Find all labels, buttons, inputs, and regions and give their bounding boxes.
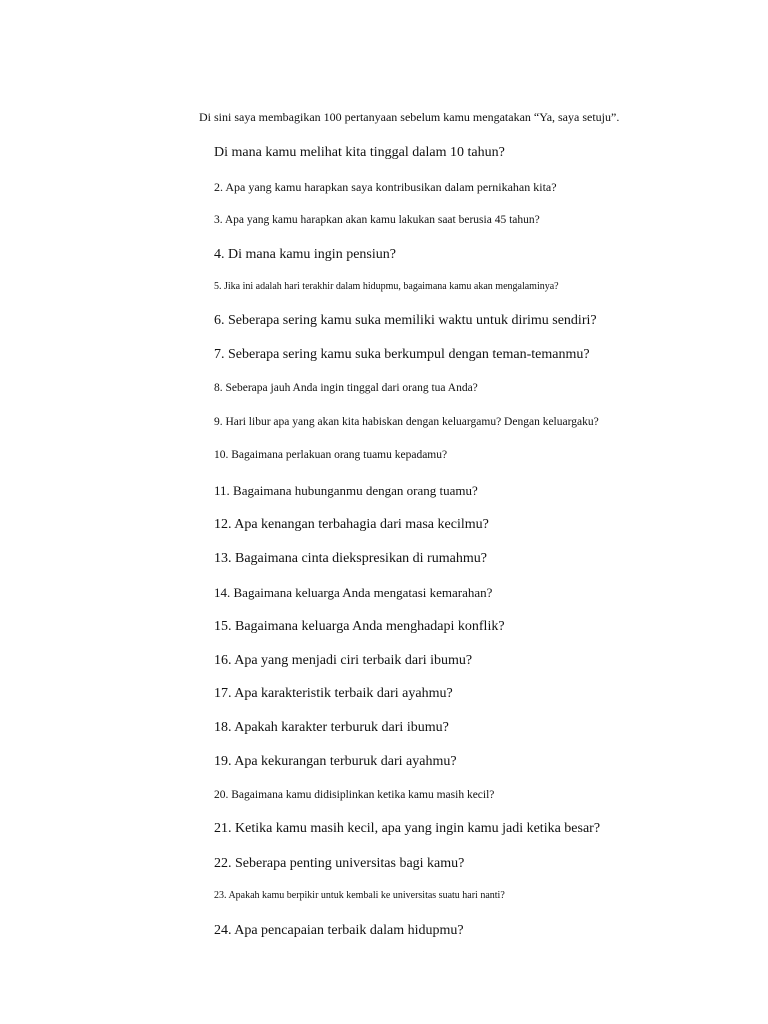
question-17: 17. Apa karakteristik terbaik dari ayahmu? (214, 686, 453, 701)
question-14: 14. Bagaimana keluarga Anda mengatasi kemarahan? (214, 585, 493, 600)
question-5: 5. Jika ini adalah hari terakhir dalam hidupmu, bagaimana kamu akan mengalaminya? (214, 281, 559, 292)
question-22: 22. Seberapa penting universitas bagi kamu? (214, 856, 465, 871)
question-1: Di mana kamu melihat kita tinggal dalam 10 tahun? (214, 145, 505, 160)
question-16: 16. Apa yang menjadi ciri terbaik dari ibumu? (214, 653, 473, 668)
question-12: 12. Apa kenangan terbahagia dari masa kecilmu? (214, 517, 489, 532)
question-7: 7. Seberapa sering kamu suka berkumpul dengan teman-temanmu? (214, 347, 590, 362)
question-13: 13. Bagaimana cinta diekspresikan di rumahmu? (214, 551, 487, 566)
question-23: 23. Apakah kamu berpikir untuk kembali ke universitas suatu hari nanti? (214, 890, 505, 901)
question-20: 20. Bagaimana kamu didisiplinkan ketika kamu masih kecil? (214, 789, 495, 801)
question-6: 6. Seberapa sering kamu suka memiliki waktu untuk dirimu sendiri? (214, 313, 597, 328)
question-19: 19. Apa kekurangan terburuk dari ayahmu? (214, 754, 457, 769)
question-4: 4. Di mana kamu ingin pensiun? (214, 247, 396, 262)
question-18: 18. Apakah karakter terburuk dari ibumu? (214, 720, 449, 735)
intro-text: Di sini saya membagikan 100 pertanyaan sebelum kamu mengatakan “Ya, saya setuju”. (199, 110, 620, 124)
question-3: 3. Apa yang kamu harapkan akan kamu lakukan saat berusia 45 tahun? (214, 214, 540, 226)
question-8: 8. Seberapa jauh Anda ingin tinggal dari orang tua Anda? (214, 382, 478, 394)
question-10: 10. Bagaimana perlakuan orang tuamu kepadamu? (214, 449, 448, 461)
question-24: 24. Apa pencapaian terbaik dalam hidupmu? (214, 923, 464, 938)
question-9: 9. Hari libur apa yang akan kita habiskan dengan keluargamu? Dengan keluargaku? (214, 416, 599, 428)
question-2: 2. Apa yang kamu harapkan saya kontribusikan dalam pernikahan kita? (214, 180, 557, 194)
question-21: 21. Ketika kamu masih kecil, apa yang ingin kamu jadi ketika besar? (214, 821, 601, 836)
question-11: 11. Bagaimana hubunganmu dengan orang tuamu? (214, 483, 478, 498)
question-15: 15. Bagaimana keluarga Anda menghadapi konflik? (214, 619, 505, 634)
